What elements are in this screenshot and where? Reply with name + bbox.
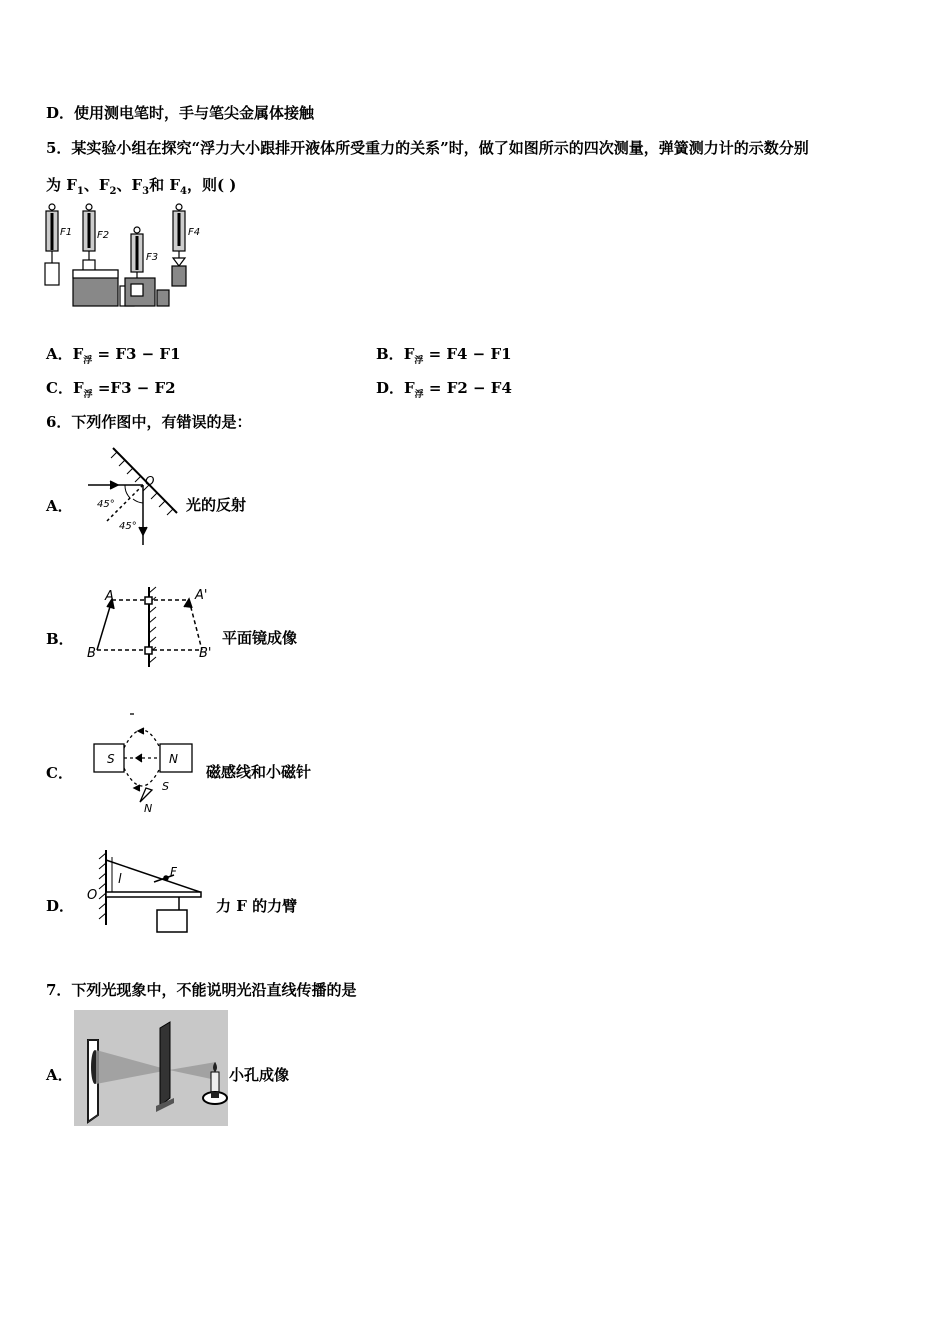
- q6-option-c-caption: 磁感线和小磁针: [206, 763, 312, 781]
- q6-reflection-figure: [85, 445, 185, 550]
- needle-s-pole: S: [162, 780, 169, 793]
- q7-option-a-letter: A．: [46, 1066, 73, 1084]
- q6-option-b-caption: 平面镜成像: [222, 629, 298, 647]
- force-f: F: [170, 865, 177, 879]
- arm-l: l: [118, 872, 122, 887]
- label-f3: F3: [146, 252, 159, 263]
- point-b: B: [87, 646, 96, 661]
- pivot-o: O: [87, 888, 98, 903]
- q5-option-b: B．$F_浮 = F4 - F1$: [376, 345, 512, 366]
- q6-mirror-figure: [85, 585, 220, 675]
- q5-option-c: C．$F_浮 =F3 - F2$: [46, 379, 176, 400]
- q7-pinhole-figure: [74, 1010, 228, 1126]
- angle-45-lower: 45°: [119, 521, 137, 532]
- magnet-right-pole: N: [169, 752, 178, 766]
- point-a-prime: A': [195, 588, 208, 603]
- q6-option-b-letter: B．: [46, 630, 74, 648]
- label-f2: F2: [97, 230, 110, 241]
- q5-option-a: A．$F_浮 = F3 - F1$: [46, 345, 181, 366]
- point-a: A: [105, 589, 114, 604]
- angle-45-upper: 45°: [97, 499, 115, 510]
- q7-stem: 7．下列光现象中，不能说明光沿直线传播的是: [46, 981, 357, 999]
- q7-option-a-caption: 小孔成像: [229, 1066, 290, 1084]
- point-o: O: [145, 474, 155, 488]
- label-f4: F4: [188, 227, 201, 238]
- label-f1: F1: [60, 227, 73, 238]
- q6-stem: 6．下列作图中，有错误的是：: [46, 413, 252, 431]
- point-b-prime: B': [199, 646, 212, 661]
- q5-stem-line1: 5．某实验小组在探究“浮力大小跟排开液体所受重力的关系”时，做了如图所示的四次测量，弹簧测力计的示数分别: [46, 139, 809, 157]
- q5-option-d: D．$F_浮 = F2 - F4$: [376, 379, 512, 400]
- q5-stem-line2: 为 $F_1$、$F_2$、$F_3$和 $F_4$，则( ): [46, 176, 237, 197]
- q6-option-a-letter: A．: [46, 497, 73, 515]
- magnet-left-pole: S: [107, 752, 115, 766]
- q4-option-d: D．使用测电笔时，手与笔尖金属体接触: [46, 104, 315, 122]
- q6-option-a-caption: 光的反射: [186, 496, 247, 514]
- q5-spring-scale-figure: [40, 200, 220, 315]
- q6-magnet-figure: [90, 712, 205, 817]
- q6-lever-figure: [84, 845, 214, 940]
- q6-option-d-caption: 力 F 的力臂: [216, 897, 298, 915]
- needle-n-pole: N: [144, 802, 153, 815]
- q6-option-c-letter: C．: [46, 764, 73, 782]
- q6-option-d-letter: D．: [46, 897, 75, 915]
